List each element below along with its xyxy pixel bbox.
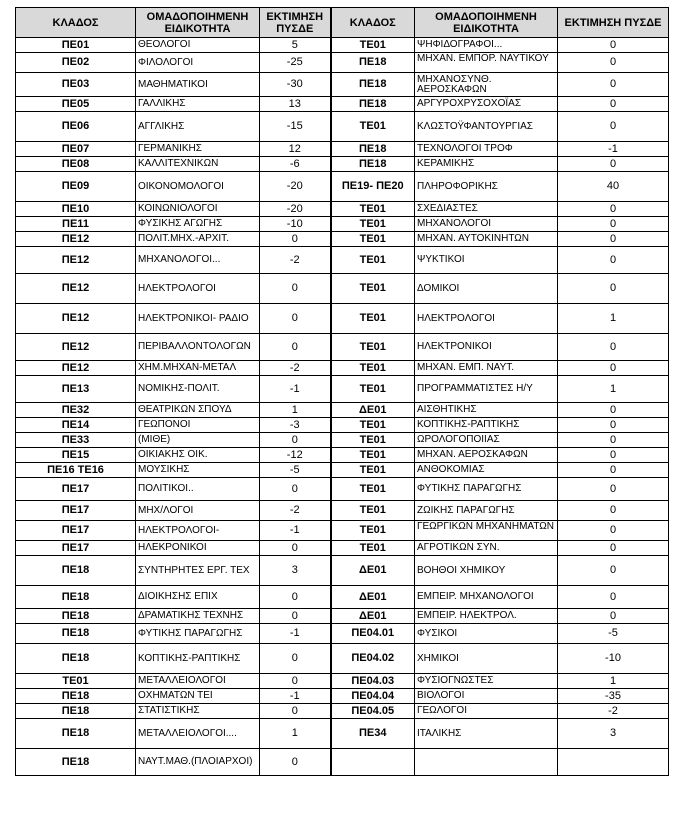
cell-estimate-right: 0 (558, 521, 669, 541)
cell-klados-right: ΠΕ34 (331, 719, 415, 749)
cell-specialty-right: ΜΗΧΑΝΟΛΟΓΟΙ (415, 217, 558, 232)
cell-specialty-right: ΒΙΟΛΟΓΟΙ (415, 689, 558, 704)
cell-specialty-left: ΠΕΡΙΒΑΛΛΟΝΤΟΛΟΓΩΝ (136, 334, 260, 361)
cell-klados-right: ΤΕ01 (331, 448, 415, 463)
table-row (16, 157, 669, 172)
cell-estimate-left: 0 (260, 274, 331, 304)
cell-specialty-left: ΠΟΛΙΤΙΚΟΙ.. (136, 478, 260, 501)
cell-klados-right: ΔΕ01 (331, 403, 415, 418)
cell-estimate-right: 0 (558, 609, 669, 624)
cell-estimate-right: 3 (558, 719, 669, 749)
cell-klados-left: ΠΕ11 (16, 217, 136, 232)
cell-klados-right: ΠΕ18 (331, 157, 415, 172)
cell-klados-left: ΠΕ32 (16, 403, 136, 418)
cell-estimate-left: 0 (260, 334, 331, 361)
cell-specialty-left: ΜΟΥΣΙΚΗΣ (136, 463, 260, 478)
cell-estimate-right: -2 (558, 704, 669, 719)
cell-specialty-right: ΔΟΜΙΚΟΙ (415, 274, 558, 304)
cell-estimate-left: -12 (260, 448, 331, 463)
cell-klados-right: ΤΕ01 (331, 541, 415, 556)
table-body (16, 38, 669, 776)
cell-klados-left: ΠΕ12 (16, 334, 136, 361)
cell-klados-left: ΠΕ08 (16, 157, 136, 172)
cell-klados-right: ΠΕ18 (331, 53, 415, 73)
cell-specialty-right: ΜΗΧΑΝ. ΕΜΠ. ΝΑΥΤ. (415, 361, 558, 376)
cell-klados-right: ΤΕ01 (331, 38, 415, 53)
cell-specialty-left: ΘΕΑΤΡΙΚΩΝ ΣΠΟΥΔ (136, 403, 260, 418)
cell-specialty-left: ΓΑΛΛΙΚΗΣ (136, 97, 260, 112)
table-row (16, 521, 669, 541)
table-row (16, 501, 669, 521)
cell-specialty-left: (ΜΙΘΕ) (136, 433, 260, 448)
cell-klados-left: ΠΕ12 (16, 232, 136, 247)
cell-klados-right: ΔΕ01 (331, 556, 415, 586)
cell-specialty-right: ΧΗΜΙΚΟΙ (415, 644, 558, 674)
cell-klados-right: ΤΕ01 (331, 501, 415, 521)
cell-specialty-left: ΘΕΟΛΟΓΟΙ (136, 38, 260, 53)
cell-specialty-right: ΑΓΡΟΤΙΚΩΝ ΣΥΝ. (415, 541, 558, 556)
cell-estimate-right: 1 (558, 376, 669, 403)
cell-klados-right: ΠΕ04.04 (331, 689, 415, 704)
table-row (16, 719, 669, 749)
table-row (16, 586, 669, 609)
header-specialty-left: ΟΜΑΔΟΠΟΙΗΜΕΝΗ ΕΙΔΙΚΟΤΗΤΑ (136, 8, 260, 38)
cell-estimate-left: 0 (260, 232, 331, 247)
cell-klados-left: ΠΕ17 (16, 541, 136, 556)
cell-estimate-left: 0 (260, 644, 331, 674)
table-row (16, 97, 669, 112)
cell-estimate-left: -10 (260, 217, 331, 232)
cell-specialty-left: ΔΡΑΜΑΤΙΚΗΣ ΤΕΧΝΗΣ (136, 609, 260, 624)
table-row (16, 142, 669, 157)
cell-klados-left: ΠΕ18 (16, 644, 136, 674)
cell-specialty-right: ΜΗΧΑΝ. ΕΜΠΟΡ. ΝΑΥΤΙΚΟΥ (415, 53, 558, 73)
cell-specialty-left: ΔΙΟΙΚΗΣΗΣ ΕΠΙΧ (136, 586, 260, 609)
cell-specialty-left: ΜΑΘΗΜΑΤΙΚΟΙ (136, 73, 260, 97)
cell-specialty-right: ΑΙΣΘΗΤΙΚΗΣ (415, 403, 558, 418)
cell-estimate-right: 0 (558, 97, 669, 112)
header-estimate-right: ΕΚΤΙΜΗΣΗ ΠΥΣΔΕ (558, 8, 669, 38)
table-row (16, 361, 669, 376)
cell-klados-right: ΠΕ18 (331, 73, 415, 97)
cell-klados-left: ΤΕ01 (16, 674, 136, 689)
table-row (16, 689, 669, 704)
cell-specialty-left: ΝΟΜΙΚΗΣ-ΠΟΛΙΤ. (136, 376, 260, 403)
table-row (16, 556, 669, 586)
table-row (16, 247, 669, 274)
header-row (16, 8, 669, 38)
cell-klados-right (331, 749, 415, 776)
cell-klados-right: ΤΕ01 (331, 304, 415, 334)
cell-klados-right: ΤΕ01 (331, 247, 415, 274)
cell-estimate-right: 0 (558, 478, 669, 501)
cell-estimate-left: -2 (260, 501, 331, 521)
cell-estimate-right: 0 (558, 38, 669, 53)
cell-specialty-right: ΓΕΩΡΓΙΚΩΝ ΜΗΧΑΝΗΜΑΤΩΝ (415, 521, 558, 541)
cell-estimate-right: -1 (558, 142, 669, 157)
cell-specialty-left: ΣΤΑΤΙΣΤΙΚΗΣ (136, 704, 260, 719)
cell-specialty-right: ΚΟΠΤΙΚΗΣ-ΡΑΠΤΙΚΗΣ (415, 418, 558, 433)
cell-specialty-right: ΑΝΘΟΚΟΜΙΑΣ (415, 463, 558, 478)
cell-klados-right: ΠΕ04.02 (331, 644, 415, 674)
cell-estimate-left: -1 (260, 521, 331, 541)
cell-klados-left: ΠΕ15 (16, 448, 136, 463)
cell-klados-left: ΠΕ18 (16, 586, 136, 609)
cell-estimate-right: -35 (558, 689, 669, 704)
cell-specialty-right: ΣΧΕΔΙΑΣΤΕΣ (415, 202, 558, 217)
cell-klados-left: ΠΕ17 (16, 521, 136, 541)
cell-klados-left: ΠΕ18 (16, 689, 136, 704)
cell-klados-left: ΠΕ17 (16, 501, 136, 521)
cell-estimate-left: -15 (260, 112, 331, 142)
cell-estimate-left: 5 (260, 38, 331, 53)
cell-estimate-left: -2 (260, 361, 331, 376)
cell-estimate-right: 1 (558, 304, 669, 334)
table-row (16, 274, 669, 304)
cell-estimate-left: 12 (260, 142, 331, 157)
cell-klados-left: ΠΕ13 (16, 376, 136, 403)
cell-klados-right: ΤΕ01 (331, 521, 415, 541)
table-row (16, 172, 669, 202)
cell-estimate-left: -25 (260, 53, 331, 73)
header-specialty-right: ΟΜΑΔΟΠΟΙΗΜΕΝΗ ΕΙΔΙΚΟΤΗΤΑ (415, 8, 558, 38)
cell-klados-left: ΠΕ18 (16, 556, 136, 586)
cell-specialty-left: ΚΟΙΝΩΝΙΟΛΟΓΟΙ (136, 202, 260, 217)
cell-estimate-left: 0 (260, 586, 331, 609)
cell-estimate-left: 1 (260, 403, 331, 418)
cell-klados-right: ΤΕ01 (331, 334, 415, 361)
cell-estimate-right: -5 (558, 624, 669, 644)
table-row (16, 403, 669, 418)
cell-klados-right: ΤΕ01 (331, 478, 415, 501)
cell-estimate-right: 0 (558, 541, 669, 556)
cell-estimate-left: 3 (260, 556, 331, 586)
cell-klados-right: ΤΕ01 (331, 274, 415, 304)
cell-specialty-right: ΩΡΟΛΟΓΟΠΟΙΙΑΣ (415, 433, 558, 448)
cell-specialty-right (415, 749, 558, 776)
cell-klados-left: ΠΕ18 (16, 609, 136, 624)
cell-klados-right: ΤΕ01 (331, 112, 415, 142)
cell-klados-right: ΔΕ01 (331, 609, 415, 624)
table-row (16, 418, 669, 433)
cell-klados-left: ΠΕ07 (16, 142, 136, 157)
cell-estimate-left: 0 (260, 478, 331, 501)
cell-estimate-right: 0 (558, 232, 669, 247)
cell-estimate-left: -1 (260, 376, 331, 403)
cell-klados-left: ΠΕ18 (16, 719, 136, 749)
cell-specialty-left: ΦΥΣΙΚΗΣ ΑΓΩΓΗΣ (136, 217, 260, 232)
cell-specialty-left: ΦΙΛΟΛΟΓΟΙ (136, 53, 260, 73)
cell-klados-left: ΠΕ01 (16, 38, 136, 53)
cell-specialty-right: ΠΛΗΡΟΦΟΡΙΚΗΣ (415, 172, 558, 202)
table-row (16, 609, 669, 624)
cell-estimate-left: -20 (260, 202, 331, 217)
cell-klados-right: ΤΕ01 (331, 202, 415, 217)
cell-klados-left: ΠΕ12 (16, 304, 136, 334)
cell-estimate-right: 0 (558, 448, 669, 463)
cell-estimate-left: -5 (260, 463, 331, 478)
cell-klados-left: ΠΕ10 (16, 202, 136, 217)
cell-klados-left: ΠΕ09 (16, 172, 136, 202)
cell-klados-right: ΤΕ01 (331, 217, 415, 232)
cell-estimate-right: 0 (558, 556, 669, 586)
cell-estimate-right: 0 (558, 361, 669, 376)
cell-specialty-left: ΜΗΧ/ΛΟΓΟΙ (136, 501, 260, 521)
cell-estimate-left: 13 (260, 97, 331, 112)
cell-estimate-left: -1 (260, 689, 331, 704)
cell-specialty-right: ΦΥΤΙΚΗΣ ΠΑΡΑΓΩΓΗΣ (415, 478, 558, 501)
cell-specialty-right: ΜΗΧΑΝ. ΑΥΤΟΚΙΝΗΤΩΝ (415, 232, 558, 247)
cell-estimate-right: 0 (558, 247, 669, 274)
table-row (16, 644, 669, 674)
cell-specialty-right: ΗΛΕΚΤΡΟΝΙΚΟΙ (415, 334, 558, 361)
table-row (16, 112, 669, 142)
cell-specialty-left: ΚΑΛΛΙΤΕΧΝΙΚΩΝ (136, 157, 260, 172)
cell-specialty-right: ΕΜΠΕΙΡ. ΗΛΕΚΤΡΟΛ. (415, 609, 558, 624)
cell-estimate-left: 0 (260, 704, 331, 719)
cell-specialty-right: ΤΕΧΝΟΛΟΓΟΙ ΤΡΟΦ (415, 142, 558, 157)
cell-klados-left: ΠΕ05 (16, 97, 136, 112)
cell-specialty-right: ΨΥΚΤΙΚΟΙ (415, 247, 558, 274)
cell-specialty-left: ΗΛΕΚΤΡΟΛΟΓΟΙ- (136, 521, 260, 541)
cell-estimate-right: 0 (558, 112, 669, 142)
cell-estimate-right: 1 (558, 674, 669, 689)
cell-specialty-left: ΓΕΡΜΑΝΙΚΗΣ (136, 142, 260, 157)
table-row (16, 202, 669, 217)
cell-klados-left: ΠΕ16 ΤΕ16 (16, 463, 136, 478)
cell-specialty-left: ΗΛΕΚΤΡΟΛΟΓΟΙ (136, 274, 260, 304)
cell-specialty-left: ΦΥΤΙΚΗΣ ΠΑΡΑΓΩΓΗΣ (136, 624, 260, 644)
table-row (16, 704, 669, 719)
cell-specialty-left: ΚΟΠΤΙΚΗΣ-ΡΑΠΤΙΚΗΣ (136, 644, 260, 674)
table-row (16, 624, 669, 644)
cell-specialty-left: ΜΕΤΑΛΛΕΙΟΛΟΓΟΙ.... (136, 719, 260, 749)
table-row (16, 463, 669, 478)
cell-klados-left: ΠΕ14 (16, 418, 136, 433)
cell-specialty-left: ΑΓΓΛΙΚΗΣ (136, 112, 260, 142)
cell-klados-left: ΠΕ33 (16, 433, 136, 448)
table-row (16, 73, 669, 97)
cell-specialty-left: ΟΧΗΜΑΤΩΝ ΤΕΙ (136, 689, 260, 704)
cell-klados-right: ΔΕ01 (331, 586, 415, 609)
cell-specialty-left: ΧΗΜ.ΜΗΧΑΝ-ΜΕΤΑΛ (136, 361, 260, 376)
cell-klados-left: ΠΕ02 (16, 53, 136, 73)
cell-estimate-left: -6 (260, 157, 331, 172)
table-row (16, 433, 669, 448)
cell-specialty-left: ΣΥΝΤΗΡΗΤΕΣ ΕΡΓ. ΤΕΧ (136, 556, 260, 586)
cell-specialty-left: ΜΕΤΑΛΛΕΙΟΛΟΓΟΙ (136, 674, 260, 689)
cell-estimate-left: -2 (260, 247, 331, 274)
cell-klados-right: ΤΕ01 (331, 463, 415, 478)
cell-klados-right: ΠΕ04.05 (331, 704, 415, 719)
cell-specialty-right: ΨΗΦΙΔΟΓΡΑΦΟΙ... (415, 38, 558, 53)
cell-estimate-right: 0 (558, 586, 669, 609)
cell-estimate-left: -3 (260, 418, 331, 433)
cell-klados-right: ΤΕ01 (331, 376, 415, 403)
cell-specialty-left: ΟΙΚΟΝΟΜΟΛΟΓΟΙ (136, 172, 260, 202)
cell-specialty-left: ΓΕΩΠΟΝΟΙ (136, 418, 260, 433)
cell-klados-left: ΠΕ17 (16, 478, 136, 501)
cell-specialty-left: ΜΗΧΑΝΟΛΟΓΟΙ... (136, 247, 260, 274)
cell-klados-right: ΠΕ18 (331, 142, 415, 157)
cell-estimate-right (558, 749, 669, 776)
cell-specialty-right: ΚΕΡΑΜΙΚΗΣ (415, 157, 558, 172)
cell-klados-right: ΤΕ01 (331, 361, 415, 376)
table-row (16, 232, 669, 247)
cell-estimate-right: 0 (558, 157, 669, 172)
cell-klados-left: ΠΕ12 (16, 247, 136, 274)
table-row (16, 674, 669, 689)
cell-specialty-right: ΜΗΧΑΝ. ΑΕΡΟΣΚΑΦΩΝ (415, 448, 558, 463)
cell-estimate-left: 0 (260, 749, 331, 776)
cell-specialty-right: ΓΕΩΛΟΓΟΙ (415, 704, 558, 719)
table-row (16, 334, 669, 361)
teacher-needs-table (15, 7, 669, 776)
cell-estimate-right: 0 (558, 403, 669, 418)
table-row (16, 53, 669, 73)
cell-estimate-left: -30 (260, 73, 331, 97)
cell-klados-right: ΤΕ01 (331, 418, 415, 433)
cell-specialty-left: ΝΑΥΤ.ΜΑΘ.(ΠΛΟΙΑΡΧΟΙ) (136, 749, 260, 776)
cell-estimate-left: -1 (260, 624, 331, 644)
cell-specialty-right: ΦΥΣΙΟΓΝΩΣΤΕΣ (415, 674, 558, 689)
cell-klados-right: ΠΕ04.03 (331, 674, 415, 689)
cell-specialty-right: ΕΜΠΕΙΡ. ΜΗΧΑΝΟΛΟΓΟΙ (415, 586, 558, 609)
cell-klados-right: ΠΕ18 (331, 97, 415, 112)
table-row (16, 217, 669, 232)
cell-estimate-right: 0 (558, 418, 669, 433)
cell-klados-left: ΠΕ18 (16, 749, 136, 776)
cell-specialty-right: ΙΤΑΛΙΚΗΣ (415, 719, 558, 749)
cell-klados-left: ΠΕ03 (16, 73, 136, 97)
cell-klados-right: ΤΕ01 (331, 232, 415, 247)
cell-klados-left: ΠΕ12 (16, 361, 136, 376)
cell-estimate-left: 0 (260, 609, 331, 624)
cell-estimate-left: 0 (260, 674, 331, 689)
cell-estimate-right: 0 (558, 274, 669, 304)
cell-estimate-left: 0 (260, 541, 331, 556)
table-row (16, 38, 669, 53)
cell-klados-right: ΤΕ01 (331, 433, 415, 448)
cell-estimate-left: 0 (260, 304, 331, 334)
cell-specialty-right: ΦΥΣΙΚΟΙ (415, 624, 558, 644)
cell-estimate-right: -10 (558, 644, 669, 674)
cell-estimate-right: 0 (558, 202, 669, 217)
cell-specialty-right: ΠΡΟΓΡΑΜΜΑΤΙΣΤΕΣ Η/Υ (415, 376, 558, 403)
cell-specialty-left: ΗΛΕΚΡΟΝΙΚΟΙ (136, 541, 260, 556)
cell-specialty-left: ΗΛΕΚΤΡΟΝΙΚΟΙ- ΡΑΔΙΟ (136, 304, 260, 334)
cell-specialty-right: ΖΩΙΚΗΣ ΠΑΡΑΓΩΓΗΣ (415, 501, 558, 521)
cell-estimate-left: 1 (260, 719, 331, 749)
cell-estimate-right: 0 (558, 73, 669, 97)
table-row (16, 478, 669, 501)
cell-estimate-right: 0 (558, 433, 669, 448)
header-klados-left: ΚΛΑΔΟΣ (16, 8, 136, 38)
cell-estimate-left: 0 (260, 433, 331, 448)
table-row (16, 749, 669, 776)
cell-estimate-right: 0 (558, 217, 669, 232)
table-row (16, 541, 669, 556)
header-estimate-left: ΕΚΤΙΜΗΣΗ ΠΥΣΔΕ (260, 8, 331, 38)
cell-specialty-right: ΒΟΗΘΟΙ ΧΗΜΙΚΟΥ (415, 556, 558, 586)
cell-klados-right: ΠΕ04.01 (331, 624, 415, 644)
cell-klados-left: ΠΕ06 (16, 112, 136, 142)
header-klados-right: ΚΛΑΔΟΣ (331, 8, 415, 38)
cell-klados-left: ΠΕ18 (16, 704, 136, 719)
table-row (16, 304, 669, 334)
cell-specialty-left: ΠΟΛΙΤ.ΜΗΧ.-ΑΡΧΙΤ. (136, 232, 260, 247)
cell-estimate-right: 0 (558, 334, 669, 361)
cell-specialty-right: ΑΡΓΥΡΟΧΡΥΣΟΧΟΪΑΣ (415, 97, 558, 112)
cell-specialty-right: ΜΗΧΑΝΟΣΥΝΘ. ΑΕΡΟΣΚΑΦΩΝ (415, 73, 558, 97)
cell-estimate-right: 0 (558, 501, 669, 521)
teacher-needs-table-wrapper (15, 7, 669, 776)
cell-klados-left: ΠΕ18 (16, 624, 136, 644)
cell-specialty-right: ΚΛΩΣΤΟΫΦΑΝΤΟΥΡΓΙΑΣ (415, 112, 558, 142)
cell-estimate-left: -20 (260, 172, 331, 202)
table-row (16, 448, 669, 463)
cell-estimate-right: 40 (558, 172, 669, 202)
cell-estimate-right: 0 (558, 53, 669, 73)
cell-specialty-left: ΟΙΚΙΑΚΗΣ ΟΙΚ. (136, 448, 260, 463)
cell-klados-left: ΠΕ12 (16, 274, 136, 304)
cell-specialty-right: ΗΛΕΚΤΡΟΛΟΓΟΙ (415, 304, 558, 334)
table-row (16, 376, 669, 403)
cell-klados-right: ΠΕ19- ΠΕ20 (331, 172, 415, 202)
cell-estimate-right: 0 (558, 463, 669, 478)
